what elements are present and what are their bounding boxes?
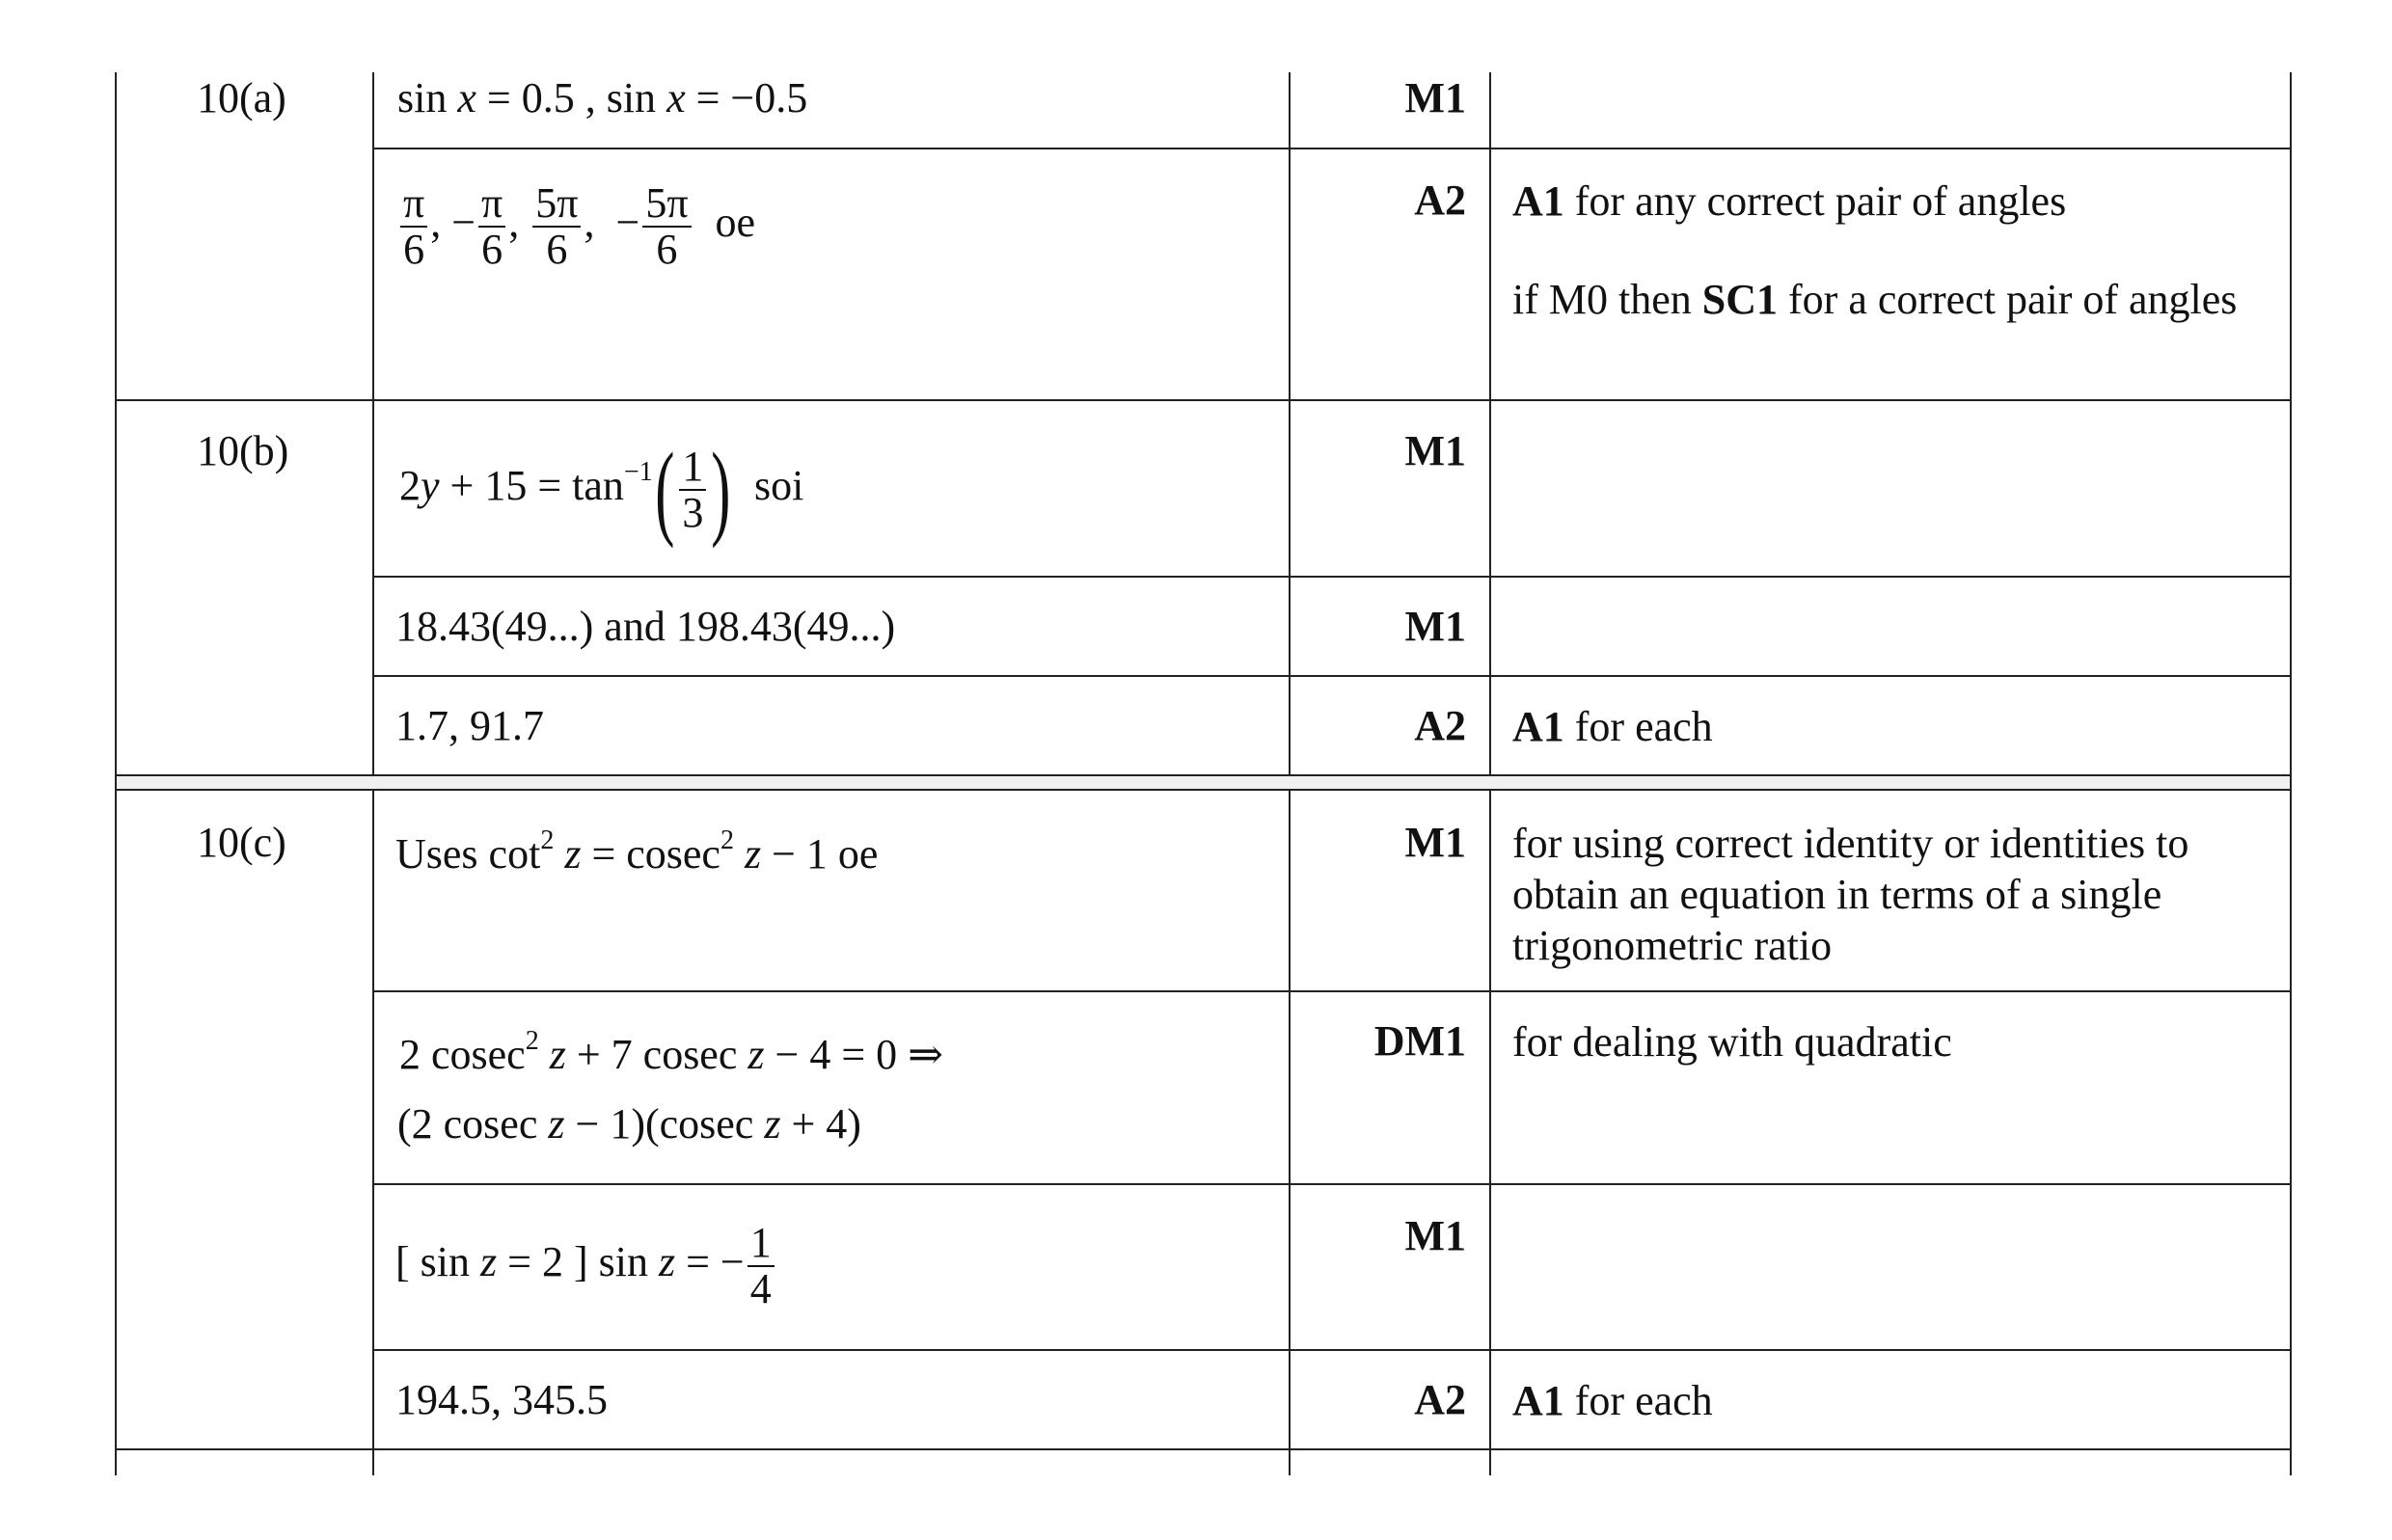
row-line [372,675,2292,677]
fraction: $\frac{1}{3}$ [679,445,706,535]
mark-cell: A2 [1414,1376,1466,1423]
fraction: $\frac{5\pi}{6}$ [532,181,581,272]
question-number: 10(a) [197,74,286,122]
row-line [372,1349,2292,1351]
question-number: 10(b) [197,427,289,474]
mark-cell: A2 [1414,176,1466,224]
mark-cell: A2 [1414,702,1466,749]
mark-cell: M1 [1404,603,1466,650]
fraction: $\frac{5\pi}{6}$ [642,181,691,272]
row-line [115,774,2292,776]
comment-cell: A1 for each [1512,1377,1713,1424]
answer-cell: 194.5, 345.5 [395,1376,608,1423]
row-line [115,399,2292,401]
question-number: 10(c) [197,819,286,866]
mark-cell: M1 [1404,819,1466,866]
comment-cell: A1 for any correct pair of angles [1512,177,2067,225]
fraction: $\frac{\pi}{6}$ [400,181,427,272]
fraction: $\frac{\pi}{6}$ [478,181,505,272]
comment-cell: for using correct identity or identities to obtain an equation in terms of a single trigonometric ratio [1512,820,2189,969]
row-line [115,1448,2292,1450]
comment-cell: if M0 then SC1 for a correct pair of angles [1512,276,2238,323]
answer-cell: Uses $\cot^2 z = cosec^2$ z − 1 oe [395,825,879,878]
mark-cell: DM1 [1373,1017,1466,1065]
answer-cell: 18.43(49...) and 198.43(49...) [395,603,896,650]
answer-cell: $2y + 15 = \tan^{-1}$( $\frac{1}{3}$ ) soi [399,431,804,549]
answer-cell: $\frac{\pi}{6}$ , − $\frac{\pi}{6}$ , $\frac{5\pi}{6}$ , − $\frac{5\pi}{6}$ oe [397,181,755,272]
answer-cell: 1.7, 91.7 [395,702,544,749]
mark-cell: M1 [1404,427,1466,474]
comment-cell: for dealing with quadratic [1512,1018,1952,1066]
row-line [372,148,2292,149]
answer-cell: [ sin z = 2 ] sin z = − $\frac{1}{4}$ [395,1221,777,1311]
answer-cell: sin x = 0.5 , sin x = −0.5 [397,74,808,122]
mark-cell: M1 [1404,74,1466,122]
comment-cell: A1 for each [1512,703,1713,750]
section-separator [117,775,2290,789]
fraction: $\frac{1}{4}$ [748,1221,775,1311]
row-line [115,789,2292,791]
mark-cell: M1 [1404,1212,1466,1259]
answer-cell: 2 cosec$^2$ z + 7 cosec z − 4 = 0 ⇒ [399,1026,943,1078]
row-line [372,576,2292,578]
row-line [372,990,2292,992]
answer-cell: (2 cosec z − 1)(cosec z + 4) [397,1100,861,1148]
row-line [372,1183,2292,1185]
